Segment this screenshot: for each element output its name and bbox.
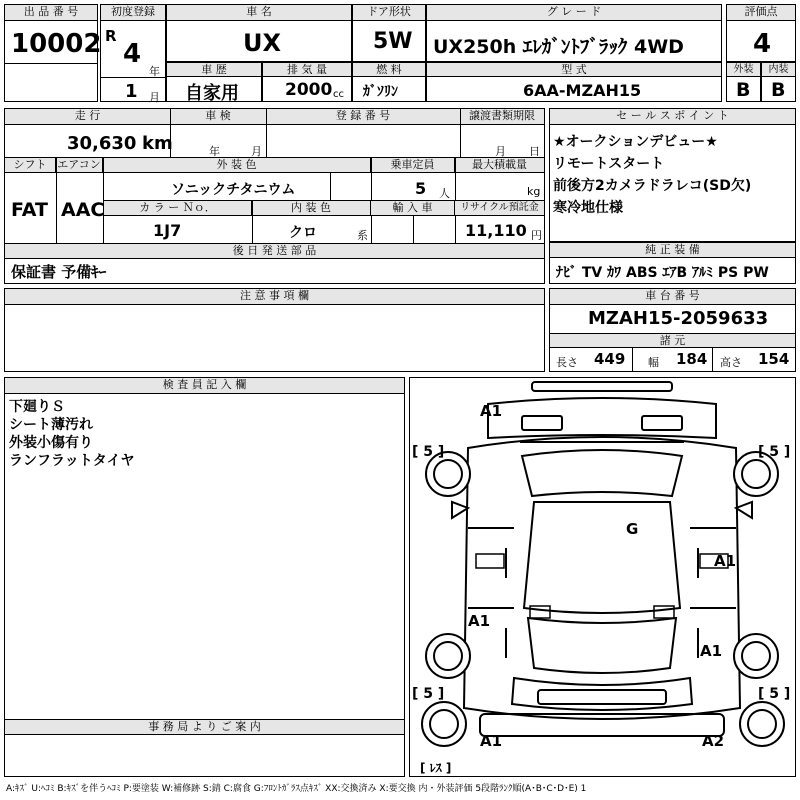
car-name-box: [166, 4, 352, 62]
door-box: [352, 4, 426, 62]
later-parts-label: 後 日 発 送 部 品: [5, 244, 544, 259]
reg-year: 4: [123, 39, 142, 69]
displacement-label: 排 気 量: [263, 63, 351, 77]
notes-label: 注 意 事 項 欄: [5, 289, 544, 305]
history-box: [166, 62, 262, 102]
model: 6AA-MZAH15: [523, 81, 642, 100]
inspector-line-3: 外装小傷有り: [9, 435, 93, 451]
inspection-year-unit: 年: [209, 145, 220, 158]
mark-left-fender: A1: [468, 612, 491, 630]
plate-label: 登 録 番 号: [266, 109, 460, 125]
lot-number-label: 出 品 番 号: [5, 5, 97, 21]
mark-rear-right: A2: [702, 732, 725, 750]
chassis-label: 車 台 番 号: [550, 289, 795, 305]
displacement: 2000: [285, 80, 333, 100]
door-type: 5W: [373, 29, 413, 54]
score-label: 評価点: [727, 5, 795, 21]
inspection-month-unit: 月: [251, 145, 262, 158]
spare-tire: [ ﾚｽ ]: [420, 761, 452, 775]
tire-front-right: [ 5 ]: [758, 444, 791, 460]
sales-point-2: リモートスタート: [553, 156, 665, 172]
capacity-unit: 人: [439, 187, 450, 200]
tire-rear-left: [ 5 ]: [412, 686, 445, 702]
office-notice-label: 事 務 局 よ り ご 案 内: [5, 720, 404, 735]
spec-label: 諸 元: [550, 334, 795, 348]
mileage: 30,630: [67, 133, 137, 154]
era: R: [105, 27, 117, 45]
exterior-grade: B: [736, 79, 751, 101]
model-box: [426, 62, 722, 102]
first-registration-box: [100, 4, 166, 102]
reg-month: 1: [125, 81, 138, 102]
load-label: 最大積載量: [455, 158, 544, 173]
history-label: 車 歴: [167, 63, 261, 77]
shift: FAT: [11, 199, 48, 221]
equipment-label: 純 正 装 備: [550, 243, 795, 258]
transfer-month-unit: 月: [495, 145, 506, 158]
interior-color-label: 内 装 色: [252, 201, 371, 216]
load-unit: kg: [527, 185, 541, 198]
displacement-unit: cc: [333, 89, 344, 100]
length: 449: [594, 350, 626, 368]
sales-point-4: 寒冷地仕様: [553, 200, 623, 216]
fuel-label: 燃 料: [353, 63, 425, 77]
exterior-box: [726, 62, 761, 102]
height: 154: [758, 350, 790, 368]
sales-point-3: 前後方2カメラドラレコ(SD欠): [553, 178, 752, 194]
recycle-fee: 11,110: [465, 221, 527, 240]
tire-rear-right: [ 5 ]: [758, 686, 791, 702]
reg-year-unit: 年: [149, 65, 160, 78]
mark-rear-left: A1: [480, 732, 503, 750]
sales-point-1: ★オークションデビュー★: [553, 134, 718, 150]
interior-box: [761, 62, 796, 102]
car-name-label: 車 名: [167, 5, 351, 21]
capacity-label: 乗車定員: [371, 158, 455, 173]
tire-front-left: [ 5 ]: [412, 444, 445, 460]
length-label: 長さ: [556, 356, 578, 369]
damage-diagram-box: [409, 377, 796, 777]
ac-label: エアコン: [56, 158, 103, 173]
color: ソニックチタニウム: [171, 182, 296, 198]
width: 184: [676, 350, 708, 368]
recycle-label: リサイクル預託金: [455, 201, 544, 216]
mark-hood: G: [626, 520, 639, 538]
score-box: [726, 4, 796, 62]
score: 4: [753, 29, 772, 59]
history: 自家用: [185, 83, 239, 104]
color-label: 外 装 色: [103, 158, 371, 173]
grade: UX250h ｴﾚｶﾞﾝﾄﾌﾞﾗｯｸ 4WD: [433, 36, 684, 58]
fuel-box: [352, 62, 426, 102]
interior-color: クロ: [289, 225, 317, 241]
fuel: ｶﾞｿﾘﾝ: [363, 84, 398, 100]
grade-box: [426, 4, 722, 62]
chassis-box: [549, 288, 796, 372]
inspection-label: 車 検: [170, 109, 266, 125]
import-label: 輸 入 車: [371, 201, 455, 216]
mileage-label: 走 行: [5, 109, 170, 125]
capacity: 5: [415, 179, 427, 198]
recycle-unit: 円: [531, 229, 542, 242]
sales-points-label: セ ー ル ス ポ イ ン ト: [550, 109, 795, 125]
mileage-unit: km: [142, 133, 173, 154]
inspector-line-4: ランフラットタイヤ: [9, 453, 135, 469]
equipment-box: [549, 242, 796, 284]
inspector-line-2: シート薄汚れ: [9, 417, 93, 433]
sales-points-box: [549, 108, 796, 242]
displacement-box: [262, 62, 352, 102]
inspector-line-1: 下廻りＳ: [9, 399, 65, 415]
damage-legend: A:ｷｽﾞ U:ﾍｺﾐ B:ｷｽﾞを伴うﾍｺﾐ P:要塗装 W:補修跡 S:錆 C:腐食 G:ﾌﾛﾝﾄｶﾞﾗｽ点ｷｽﾞ XX:交換済み X:要交換 内・外装評価 5段階ﾗﾝｸ順(A･B･C･D･E) 1: [6, 784, 587, 794]
reg-month-unit: 月: [149, 91, 160, 104]
height-label: 高さ: [720, 356, 742, 369]
inspector-notes-label: 検 査 員 記 入 欄: [5, 378, 404, 394]
width-label: 幅: [648, 356, 659, 369]
ac: AAC: [61, 199, 105, 221]
car-name: UX: [243, 29, 281, 57]
color-no: 1J7: [153, 221, 182, 240]
first-registration-label: 初度登録: [101, 5, 165, 21]
transfer-label: 譲渡書類期限: [460, 109, 544, 125]
mark-front-left: A1: [480, 402, 503, 420]
mark-right-fender: A1: [700, 642, 723, 660]
mark-right-door: A1: [714, 552, 737, 570]
equipment-items: ﾅﾋﾞ TV ｶﾜ ABS ｴｱB ｱﾙﾐ PS PW: [556, 265, 769, 281]
later-parts: 保証書 予備ｷｰ: [11, 263, 107, 281]
grade-label: グ レ ー ド: [427, 5, 721, 21]
interior-color-unit: 系: [357, 229, 368, 242]
exterior-label: 外装: [727, 63, 760, 77]
car-outline-diagram: [410, 378, 795, 776]
interior-grade: B: [771, 79, 786, 101]
door-label: ドア形状: [353, 5, 425, 21]
lot-number-box: [4, 4, 102, 102]
shift-label: シフト: [5, 158, 56, 173]
inspector-notes-box: [4, 377, 405, 777]
lot-number: 10002: [11, 29, 102, 59]
interior-label: 内装: [762, 63, 795, 77]
color-no-label: カ ラ ー Ｎｏ．: [104, 201, 252, 216]
notes-box: [4, 288, 545, 372]
chassis-number: MZAH15-2059633: [588, 308, 769, 329]
transfer-day-unit: 日: [529, 145, 540, 158]
model-label: 型 式: [427, 63, 721, 77]
vehicle-details-box: [4, 108, 545, 284]
